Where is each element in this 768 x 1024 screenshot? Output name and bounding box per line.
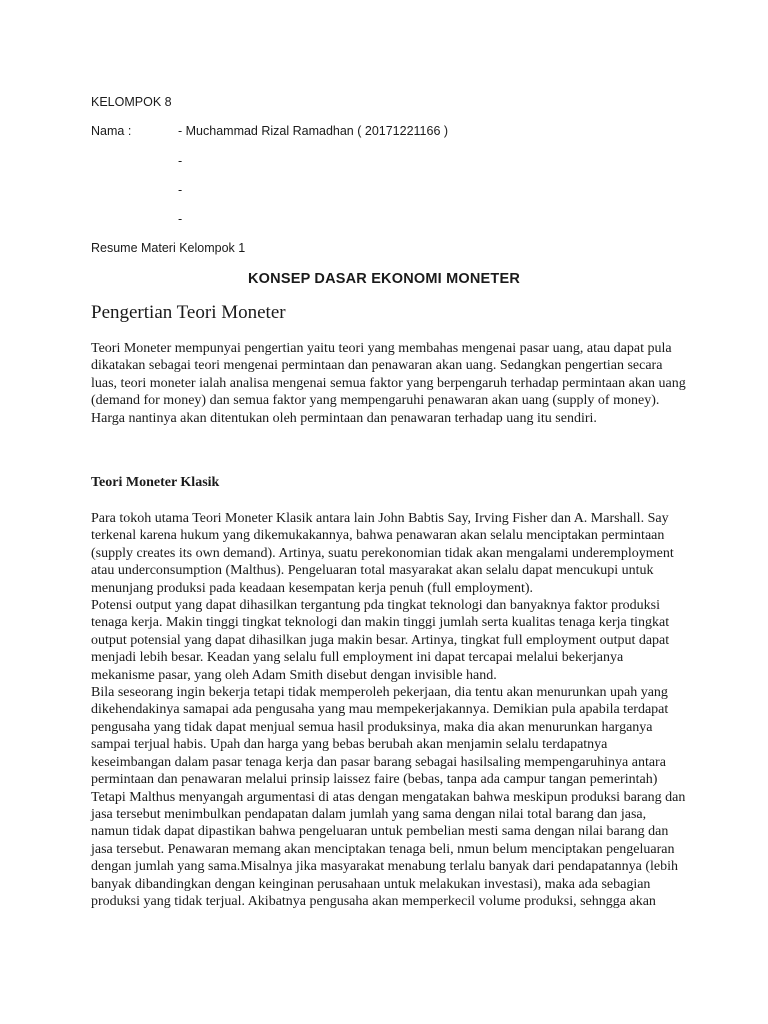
- paragraph-line: Bila seseorang ingin bekerja tetapi tidak memperoleh pekerjaan, dia tentu akan menurunkan upah yang: [91, 685, 668, 701]
- paragraph-line: pengusaha yang tidak dapat menjual semua hasil produksinya, maka dia akan menurunkan harganya: [91, 719, 653, 735]
- paragraph-line: (supply creates its own demand). Artinya, suatu perekonomian tidak akan mengalami underemployment: [91, 545, 674, 561]
- paragraph-line: dikatakan sebagai teori mengenai permintaan dan penawaran akan uang. Sedangkan pengertian secara: [91, 358, 663, 374]
- paragraph-line: luas, teori moneter ialah analisa mengenai semua faktor yang berpengaruh terhadap permintaan akan uang: [91, 375, 686, 391]
- paragraph-line: terkenal karena hukum yang dikemukakannya, bahwa penawaran akan selalu menciptakan permintaan: [91, 528, 665, 544]
- paragraph-line: Tetapi Malthus menyangah argumentasi di atas dengan mengatakan bahwa meskipun produksi barang dan: [91, 789, 686, 805]
- paragraph-line: tenaga kerja. Makin tinggi tingkat teknologi dan makin tinggi jumlah serta kualitas tenaga kerja tingkat: [91, 615, 670, 631]
- paragraph-line: mekanisme pasar, yang oleh Adam Smith disebut dengan invisible hand.: [91, 667, 497, 683]
- paragraph-line: Para tokoh utama Teori Moneter Klasik antara lain John Babtis Say, Irving Fisher dan A. Marshall. Say: [91, 511, 669, 526]
- resume-label: Resume Materi Kelompok 1: [91, 241, 246, 255]
- paragraph-line: Potensi output yang dapat dihasilkan tergantung pda tingkat teknologi dan banyaknya faktor produksi: [91, 598, 660, 614]
- name-label: Nama :: [91, 124, 132, 138]
- paragraph-line: keseimbangan dalam pasar tenaga kerja dan pasar barang sebagai hasilsaling mempengaruhinya antara: [91, 754, 666, 770]
- paragraph-line: Harga nantinya akan ditentukan oleh permintaan dan penawaran terhadap uang itu sendiri.: [91, 410, 597, 426]
- paragraph-line: jasa tersebut. Penawaran memang akan menciptakan tenaga beli, nmun belum menciptakan pengeluaran: [91, 841, 675, 857]
- paragraph-line: Teori Moneter mempunyai pengertian yaitu teori yang membahas mengenai pasar uang, atau dapat pula: [91, 341, 672, 356]
- group-label: KELOMPOK 8: [91, 95, 172, 109]
- paragraph-line: produksi yang tidak terjual. Akibatnya pengusaha akan memperkecil volume produksi, sehngga akan: [91, 893, 656, 909]
- sub-heading: Teori Moneter Klasik: [91, 475, 220, 490]
- document-title: KONSEP DASAR EKONOMI MONETER: [248, 271, 520, 287]
- paragraph-line: dengan jumlah yang sama.Misalnya jika masyarakat menabung terlalu banyak dari pendapatannya (lebih: [91, 859, 679, 875]
- section-heading: Pengertian Teori Moneter: [91, 302, 286, 323]
- paragraph-line: jasa tersebut menimbulkan pendapatan dalam jumlah yang sama dengan nilai total barang dan jasa,: [91, 806, 647, 822]
- member-3: -: [178, 183, 183, 197]
- member-1: - Muchammad Rizal Ramadhan ( 20171221166 ): [178, 124, 449, 138]
- paragraph-line: menunjang produksi pada keadaan kesempatan kerja penuh (full employment).: [91, 580, 534, 596]
- paragraph-line: output potensial yang dapat dihasilkan juga makin besar. Artinya, tingkat full employment output dapat: [91, 632, 670, 648]
- paragraph-line: menjadi lebih besar. Keadan yang selalu full employment ini dapat tercapai melalui bekerjanya: [91, 650, 624, 666]
- paragraph-line: sampai terjual habis. Upah dan harga yang bebas berubah akan menjamin selalu terdapatnya: [91, 737, 608, 753]
- paragraph-line: (demand for money) dan semua faktor yang mempengaruhi penawaran akan uang (supply of money).: [91, 393, 660, 409]
- member-2: -: [178, 154, 183, 168]
- intro-paragraph: [91, 340, 691, 427]
- member-4: -: [178, 212, 183, 226]
- paragraph-line: dikehendakinya samapai ada pengusaha yang mau mempekerjakannya. Demikian pula apabila terdapat: [91, 702, 669, 718]
- paragraph-line: banyak dibandingkan dengan keinginan perusahaan untuk melakukan investasi), maka ada sebagian: [91, 876, 651, 892]
- paragraph-line: atau underconsumption (Malthus). Pengeluaran total masyarakat akan selalu dapat mencukupi untuk: [91, 563, 654, 579]
- body-paragraph: [91, 510, 691, 910]
- paragraph-line: permintaan dan penawaran melalui prinsip laissez faire (bebas, tanpa ada campur tangan pemerintah): [91, 772, 658, 788]
- paragraph-line: namun tidak dapat dipastikan bahwa pengeluaran untuk pembelian mesti sama dengan nilai barang dan: [91, 824, 669, 840]
